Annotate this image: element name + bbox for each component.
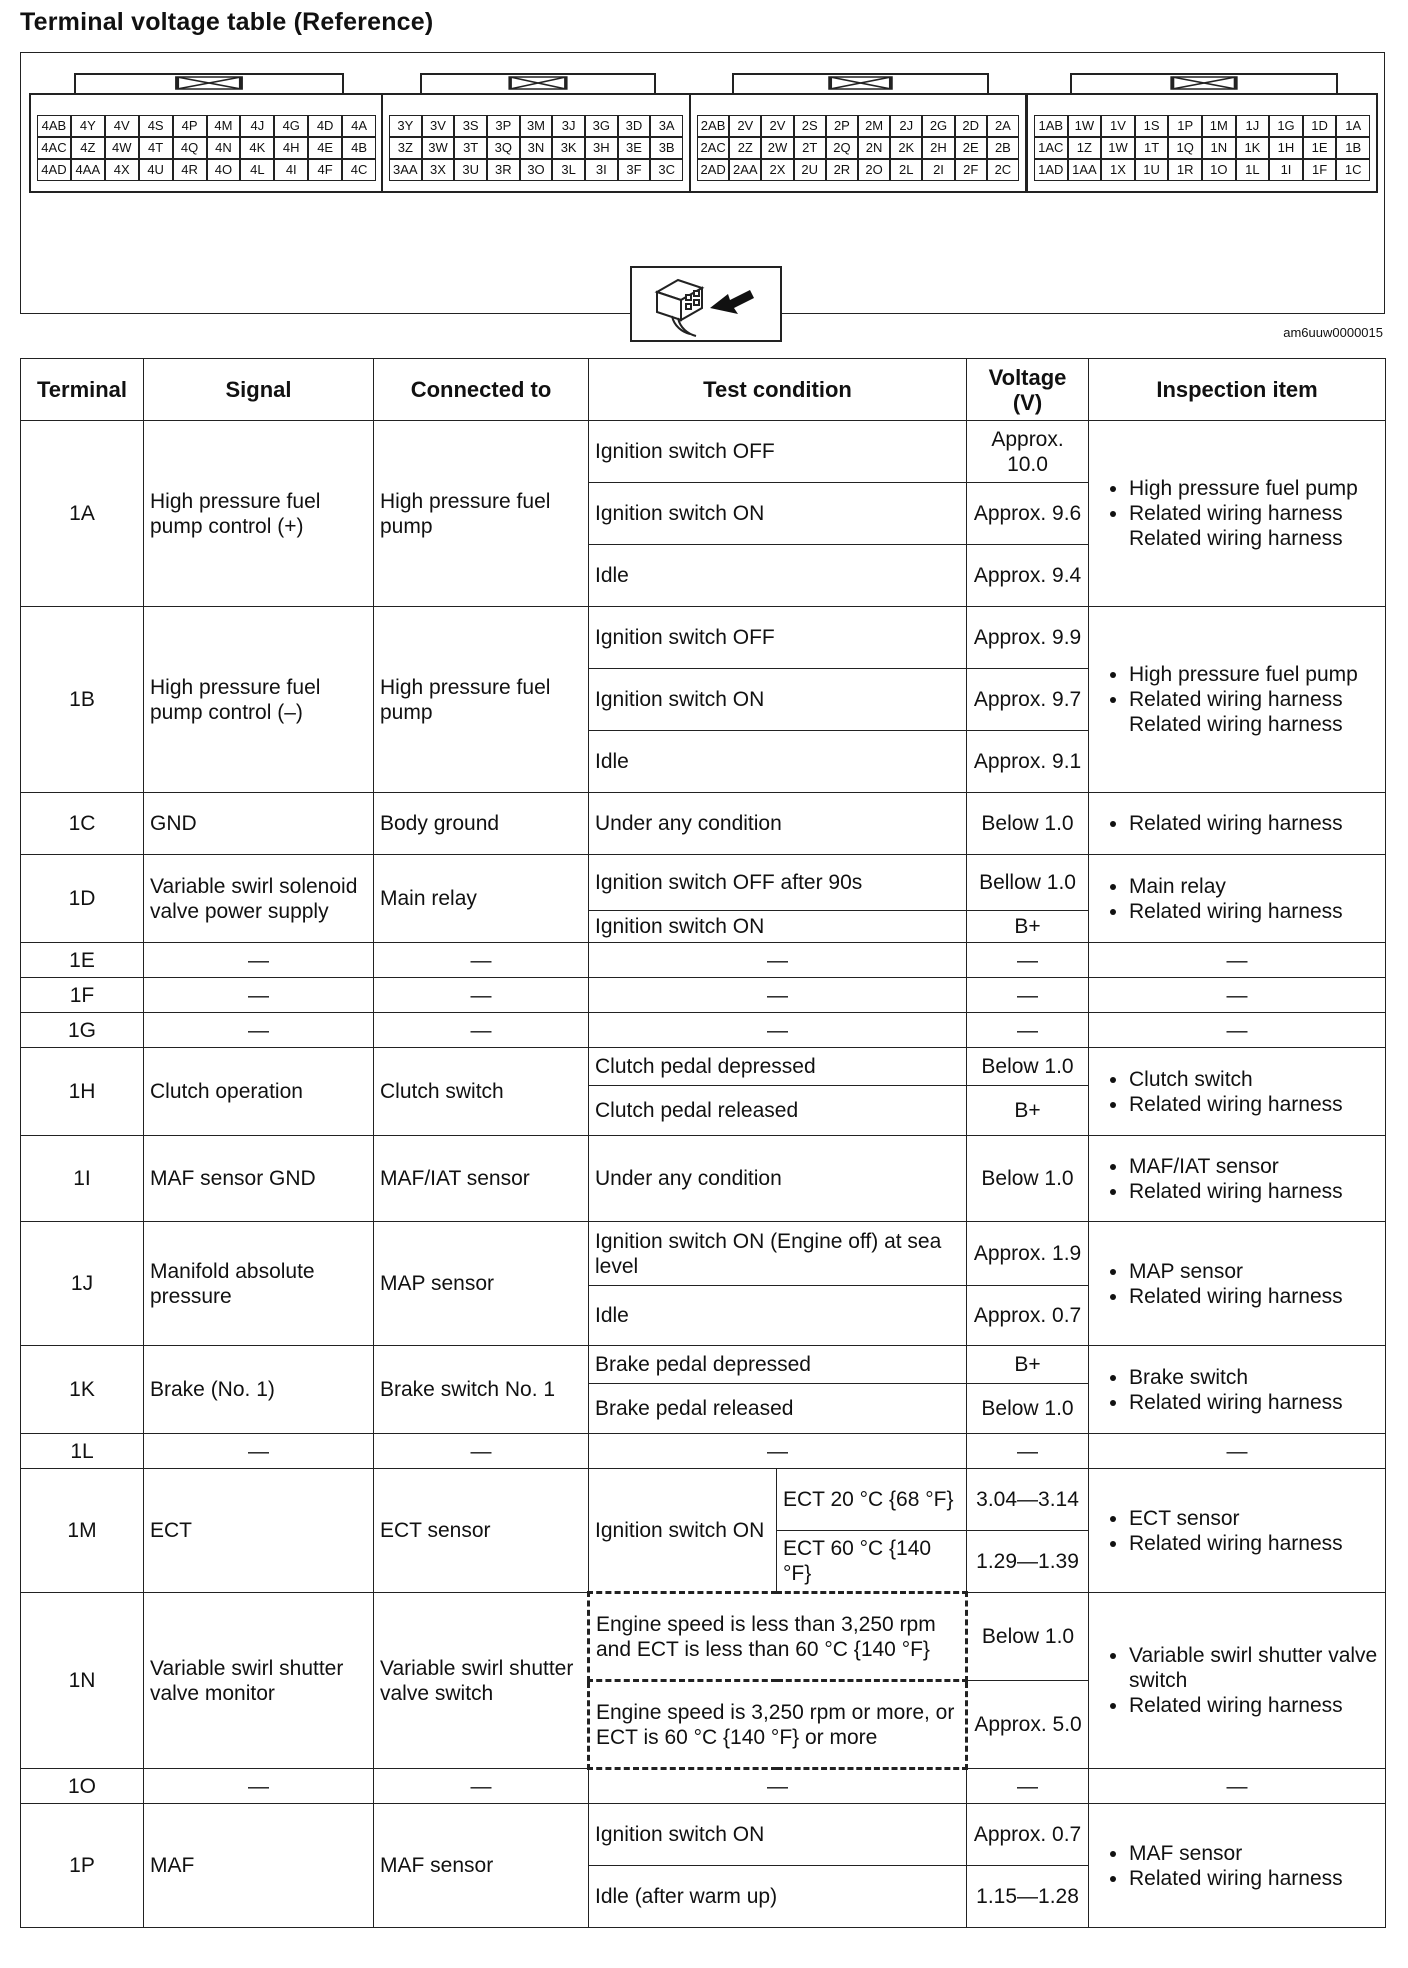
connector-pin: 4Q: [173, 137, 207, 159]
inspection-cell: —: [1089, 1769, 1386, 1804]
voltage-cell: —: [967, 943, 1089, 978]
connector-pin: 2G: [922, 115, 954, 137]
test-cell: Engine speed is less than 3,250 rpm and ECT is less than 60 °C {140 °F}: [589, 1593, 967, 1681]
inspection-item: • Related wiring harness: [1129, 899, 1379, 924]
test-cell: Ignition switch ON: [589, 483, 967, 545]
connector-pin: 3A: [650, 115, 683, 137]
test-cell: Idle: [589, 1286, 967, 1346]
inspection-item: • MAF/IAT sensor: [1129, 1154, 1379, 1179]
connector-pin: 3V: [422, 115, 455, 137]
connector-pin: 2T: [794, 137, 826, 159]
inspection-item: • Related wiring harness: [1129, 1284, 1379, 1309]
connector-pin: 1V: [1101, 115, 1135, 137]
voltage-cell: Below 1.0: [967, 1593, 1089, 1681]
voltage-cell: —: [967, 1434, 1089, 1469]
table-row: [21, 855, 1386, 911]
table-row: [21, 607, 1386, 669]
connected-cell: Body ground: [374, 793, 589, 855]
connector-pin: 3R: [487, 159, 520, 181]
inspection-item: • High pressure fuel pump: [1129, 476, 1379, 501]
connected-cell: Variable swirl shutter valve switch: [374, 1593, 589, 1769]
connector-pin: 1R: [1168, 159, 1202, 181]
connector-pin: 3F: [618, 159, 651, 181]
inspection-cell: [1089, 1593, 1386, 1769]
voltage-cell: B+: [967, 1346, 1089, 1384]
test-cell: Ignition switch OFF: [589, 421, 967, 483]
connector-pin: 4L: [240, 159, 274, 181]
header-terminal: Terminal: [21, 359, 144, 421]
connected-cell: —: [374, 1434, 589, 1469]
inspection-cell: [1089, 607, 1386, 793]
connector-pin: 1A: [1336, 115, 1370, 137]
connector-pin: 4J: [240, 115, 274, 137]
test-cell: Brake pedal depressed: [589, 1346, 967, 1384]
signal-cell: Brake (No. 1): [144, 1346, 374, 1434]
connector-3: [381, 93, 691, 193]
voltage-cell: B+: [967, 1086, 1089, 1136]
inspection-item: • Related wiring harness: [1129, 1531, 1379, 1556]
connector-pin: 2B: [987, 137, 1019, 159]
connected-cell: MAF sensor: [374, 1804, 589, 1928]
inspection-item: • ECT sensor: [1129, 1506, 1379, 1531]
signal-cell: High pressure fuel pump control (–): [144, 607, 374, 793]
connector-pin: 2I: [922, 159, 954, 181]
connector-pin: 1H: [1269, 137, 1303, 159]
inspection-item: • Variable swirl shutter valve switch: [1129, 1643, 1379, 1693]
signal-cell: GND: [144, 793, 374, 855]
test-cell: Engine speed is 3,250 rpm or more, or ECT is 60 °C {140 °F} or more: [589, 1681, 967, 1769]
test-cell: Idle: [589, 545, 967, 607]
connector-pin: 2V: [729, 115, 761, 137]
connector-pin: 4P: [173, 115, 207, 137]
terminal-voltage-table: [20, 358, 1386, 1928]
table-row: [21, 1804, 1386, 1866]
connector-pin: 3B: [650, 137, 683, 159]
connector-pin: 4H: [274, 137, 308, 159]
connected-cell: Main relay: [374, 855, 589, 943]
connector-pin: 2L: [890, 159, 922, 181]
terminal-cell: 1P: [21, 1804, 144, 1928]
connector-pin: 2W: [761, 137, 793, 159]
connector-pin: 4I: [274, 159, 308, 181]
connected-cell: —: [374, 1013, 589, 1048]
connector-pin: 2N: [858, 137, 890, 159]
signal-cell: High pressure fuel pump control (+): [144, 421, 374, 607]
connector-pin: 2M: [858, 115, 890, 137]
signal-cell: MAF: [144, 1804, 374, 1928]
voltage-cell: Below 1.0: [967, 1384, 1089, 1434]
connector-pin: 1I: [1269, 159, 1303, 181]
inspection-cell: —: [1089, 978, 1386, 1013]
connected-cell: —: [374, 978, 589, 1013]
test-cell: Ignition switch OFF after 90s: [589, 855, 967, 911]
connector-pin: 4D: [308, 115, 342, 137]
signal-cell: Variable swirl solenoid valve power supply: [144, 855, 374, 943]
connector-pin: 1AA: [1068, 159, 1102, 181]
table-row: [21, 943, 1386, 978]
connector-pin: 2AB: [697, 115, 729, 137]
connector-pin: 1K: [1236, 137, 1270, 159]
connector-pin: 4R: [173, 159, 207, 181]
inspection-item: • Related wiring harness: [1129, 1092, 1379, 1117]
table-row: [21, 1434, 1386, 1469]
table-row: [21, 1593, 1386, 1681]
connector-latch: [420, 73, 656, 93]
test-cell: Ignition switch ON: [589, 1804, 967, 1866]
connector-pin: 4T: [139, 137, 173, 159]
inspection-item: • MAP sensor: [1129, 1259, 1379, 1284]
connector-pin: 1AD: [1034, 159, 1068, 181]
test-cell: Ignition switch OFF: [589, 607, 967, 669]
connected-cell: —: [374, 943, 589, 978]
table-row: [21, 1222, 1386, 1286]
connected-cell: High pressure fuel pump: [374, 607, 589, 793]
inspection-cell: —: [1089, 943, 1386, 978]
signal-cell: —: [144, 1013, 374, 1048]
table-row: [21, 1013, 1386, 1048]
connector-pin: 3I: [585, 159, 618, 181]
inspection-item: • Main relay: [1129, 874, 1379, 899]
voltage-cell: Approx. 10.0: [967, 421, 1089, 483]
connector-pin: 3O: [520, 159, 553, 181]
signal-cell: —: [144, 943, 374, 978]
voltage-cell: 1.29—1.39: [967, 1531, 1089, 1593]
connector-pin: 1W: [1068, 115, 1102, 137]
connector-pin: 4U: [139, 159, 173, 181]
voltage-cell: —: [967, 1769, 1089, 1804]
test-cell: —: [589, 978, 967, 1013]
terminal-cell: 1A: [21, 421, 144, 607]
voltage-cell: Approx. 0.7: [967, 1804, 1089, 1866]
connector-pin: 1O: [1202, 159, 1236, 181]
inspection-cell: [1089, 1048, 1386, 1136]
signal-cell: ECT: [144, 1469, 374, 1593]
connector-pin: 1T: [1135, 137, 1169, 159]
table-header-row: [21, 359, 1386, 421]
connector-pin: 2U: [794, 159, 826, 181]
inspection-item: • Related wiring harness: [1129, 811, 1379, 836]
terminal-cell: 1M: [21, 1469, 144, 1593]
connector-pin: 3N: [520, 137, 553, 159]
inspection-item: • Clutch switch: [1129, 1067, 1379, 1092]
test-cell: ECT 20 °C {68 °F}: [777, 1469, 967, 1531]
connector-pin: 1AC: [1034, 137, 1068, 159]
connected-cell: MAP sensor: [374, 1222, 589, 1346]
connector-pin: 4X: [105, 159, 139, 181]
inspection-item: • Related wiring harness: [1129, 1390, 1379, 1415]
connector-latch: [1070, 73, 1338, 93]
signal-cell: —: [144, 1769, 374, 1804]
table-row: [21, 1769, 1386, 1804]
inspection-cell: [1089, 1469, 1386, 1593]
terminal-cell: 1H: [21, 1048, 144, 1136]
test-cell: ECT 60 °C {140 °F}: [777, 1531, 967, 1593]
connector-pin: 1U: [1135, 159, 1169, 181]
voltage-cell: Approx. 0.7: [967, 1286, 1089, 1346]
terminal-cell: 1N: [21, 1593, 144, 1769]
inspection-cell: [1089, 1804, 1386, 1928]
table-row: [21, 978, 1386, 1013]
connector-pin: 3U: [454, 159, 487, 181]
header-signal: Signal: [144, 359, 374, 421]
connector-pin: 1L: [1236, 159, 1270, 181]
connector-pin: 3C: [650, 159, 683, 181]
voltage-cell: Approx. 9.1: [967, 731, 1089, 793]
connector-pin: 3AA: [389, 159, 422, 181]
connector-pin: 4Y: [71, 115, 105, 137]
table-row: [21, 793, 1386, 855]
terminal-cell: 1G: [21, 1013, 144, 1048]
inspection-cell: [1089, 855, 1386, 943]
connector-pin: 1M: [1202, 115, 1236, 137]
signal-cell: —: [144, 1434, 374, 1469]
signal-cell: Variable swirl shutter valve monitor: [144, 1593, 374, 1769]
connector-pin: 1X: [1101, 159, 1135, 181]
voltage-cell: Bellow 1.0: [967, 855, 1089, 911]
connector-pin: 3D: [618, 115, 651, 137]
connector-pin: 1Q: [1168, 137, 1202, 159]
connector-pin: 2V: [761, 115, 793, 137]
connector-pin: 4AC: [37, 137, 71, 159]
inspection-item: • Related wiring harness Related wiring harness: [1129, 687, 1379, 737]
test-cell: Ignition switch ON: [589, 911, 967, 943]
connector-pin: 4C: [342, 159, 376, 181]
test-cell: —: [589, 1434, 967, 1469]
voltage-cell: Below 1.0: [967, 1048, 1089, 1086]
test-cell: Under any condition: [589, 1136, 967, 1222]
test-cell: Ignition switch ON (Engine off) at sea level: [589, 1222, 967, 1286]
connector-pin: 2Z: [729, 137, 761, 159]
test-cell: —: [589, 943, 967, 978]
connector-pin: 3K: [552, 137, 585, 159]
terminal-cell: 1E: [21, 943, 144, 978]
table-row: [21, 1346, 1386, 1384]
connector-pin: 4E: [308, 137, 342, 159]
connector-pin: 4S: [139, 115, 173, 137]
connector-pin: 3E: [618, 137, 651, 159]
connector-pin: 2AC: [697, 137, 729, 159]
inspection-item: • High pressure fuel pump: [1129, 662, 1379, 687]
connector-pin: 2X: [761, 159, 793, 181]
terminal-cell: 1C: [21, 793, 144, 855]
connected-cell: ECT sensor: [374, 1469, 589, 1593]
test-cell: Idle (after warm up): [589, 1866, 967, 1928]
connector-latch: [732, 73, 989, 93]
signal-cell: —: [144, 978, 374, 1013]
connector-pin: 2S: [794, 115, 826, 137]
inspection-cell: [1089, 1136, 1386, 1222]
connector-pin: 3Z: [389, 137, 422, 159]
test-cell: Brake pedal released: [589, 1384, 967, 1434]
terminal-cell: 1L: [21, 1434, 144, 1469]
connector-pin: 2P: [826, 115, 858, 137]
connector-pin: 1C: [1336, 159, 1370, 181]
connected-cell: High pressure fuel pump: [374, 421, 589, 607]
table-row: [21, 421, 1386, 483]
connector-pin: 3G: [585, 115, 618, 137]
inspection-cell: [1089, 1222, 1386, 1346]
connector-1: [1026, 93, 1378, 193]
connector-pin: 4F: [308, 159, 342, 181]
connector-pin: 4W: [105, 137, 139, 159]
inspection-item: • Related wiring harness Related wiring harness: [1129, 501, 1379, 551]
voltage-cell: 1.15—1.28: [967, 1866, 1089, 1928]
connected-cell: MAF/IAT sensor: [374, 1136, 589, 1222]
connector-pin: 1W: [1101, 137, 1135, 159]
connector-pin: 1D: [1303, 115, 1337, 137]
connector-pin: 2Q: [826, 137, 858, 159]
terminal-cell: 1I: [21, 1136, 144, 1222]
connector-pin: 3T: [454, 137, 487, 159]
table-row: [21, 1136, 1386, 1222]
connector-pin: 3Y: [389, 115, 422, 137]
header-voltage: Voltage (V): [967, 359, 1089, 421]
connected-cell: Brake switch No. 1: [374, 1346, 589, 1434]
voltage-cell: B+: [967, 911, 1089, 943]
connector-pin: 4N: [207, 137, 241, 159]
connector-diagram: [20, 52, 1385, 314]
test-cell: —: [589, 1769, 967, 1804]
voltage-cell: Approx. 9.6: [967, 483, 1089, 545]
connector-pin: 2H: [922, 137, 954, 159]
connector-pin: 2F: [955, 159, 987, 181]
connector-pin: 1Z: [1068, 137, 1102, 159]
connector-pin: 1G: [1269, 115, 1303, 137]
inspection-item: • Related wiring harness: [1129, 1179, 1379, 1204]
connector-pin: 2AD: [697, 159, 729, 181]
connector-pin: 3M: [520, 115, 553, 137]
test-cell: Clutch pedal released: [589, 1086, 967, 1136]
table-row: [21, 1469, 1386, 1531]
terminal-cell: 1B: [21, 607, 144, 793]
harness-connector-view-icon: [630, 266, 782, 342]
connector-pin: 2O: [858, 159, 890, 181]
voltage-cell: Approx. 9.4: [967, 545, 1089, 607]
terminal-cell: 1O: [21, 1769, 144, 1804]
connector-pin: 4V: [105, 115, 139, 137]
signal-cell: Manifold absolute pressure: [144, 1222, 374, 1346]
connected-cell: —: [374, 1769, 589, 1804]
connector-pin: 3X: [422, 159, 455, 181]
test-cell-group: Ignition switch ON: [589, 1469, 777, 1593]
inspection-cell: —: [1089, 1013, 1386, 1048]
voltage-cell: —: [967, 978, 1089, 1013]
connector-pin: 3J: [552, 115, 585, 137]
header-inspection-item: Inspection item: [1089, 359, 1386, 421]
connector-pin: 4K: [240, 137, 274, 159]
inspection-item: • Brake switch: [1129, 1365, 1379, 1390]
terminal-cell: 1J: [21, 1222, 144, 1346]
inspection-item: • Related wiring harness: [1129, 1693, 1379, 1718]
test-cell: Idle: [589, 731, 967, 793]
connector-pin: 2E: [955, 137, 987, 159]
connector-pin: 1E: [1303, 137, 1337, 159]
connector-pin: 2AA: [729, 159, 761, 181]
header-connected-to: Connected to: [374, 359, 589, 421]
voltage-cell: —: [967, 1013, 1089, 1048]
voltage-cell: Approx. 5.0: [967, 1681, 1089, 1769]
voltage-cell: Approx. 1.9: [967, 1222, 1089, 1286]
terminal-cell: 1K: [21, 1346, 144, 1434]
connector-pin: 3L: [552, 159, 585, 181]
connector-pin: 1N: [1202, 137, 1236, 159]
test-cell: Clutch pedal depressed: [589, 1048, 967, 1086]
connector-pin: 1S: [1135, 115, 1169, 137]
connector-pin: 1J: [1236, 115, 1270, 137]
inspection-item: • Related wiring harness: [1129, 1866, 1379, 1891]
connector-pin: 4Z: [71, 137, 105, 159]
connector-pin: 2J: [890, 115, 922, 137]
inspection-cell: [1089, 421, 1386, 607]
connector-latch: [74, 73, 344, 93]
connector-2: [689, 93, 1027, 193]
voltage-cell: Below 1.0: [967, 793, 1089, 855]
connector-pin: 1AB: [1034, 115, 1068, 137]
connector-pin: 2R: [826, 159, 858, 181]
connector-pin: 4M: [207, 115, 241, 137]
connector-pin: 2C: [987, 159, 1019, 181]
connector-pin: 4AD: [37, 159, 71, 181]
terminal-cell: 1F: [21, 978, 144, 1013]
signal-cell: Clutch operation: [144, 1048, 374, 1136]
figure-code: am6uuw0000015: [1283, 325, 1383, 340]
voltage-cell: Below 1.0: [967, 1136, 1089, 1222]
test-cell: —: [589, 1013, 967, 1048]
connector-pin: 4AA: [71, 159, 105, 181]
page-title: Terminal voltage table (Reference): [20, 8, 434, 36]
connector-pin: 3P: [487, 115, 520, 137]
connector-pin: 3H: [585, 137, 618, 159]
table-row: [21, 1048, 1386, 1086]
inspection-cell: [1089, 793, 1386, 855]
connector-4: [29, 93, 384, 193]
connector-pin: 2K: [890, 137, 922, 159]
connector-pin: 4AB: [37, 115, 71, 137]
header-test-condition: Test condition: [589, 359, 967, 421]
connector-pin: 4O: [207, 159, 241, 181]
connector-pin: 1P: [1168, 115, 1202, 137]
connector-pin: 3W: [422, 137, 455, 159]
terminal-cell: 1D: [21, 855, 144, 943]
connector-pin: 4A: [342, 115, 376, 137]
connector-pin: 1B: [1336, 137, 1370, 159]
connector-pin: 3Q: [487, 137, 520, 159]
connector-pin: 2D: [955, 115, 987, 137]
connector-pin: 4G: [274, 115, 308, 137]
voltage-cell: Approx. 9.7: [967, 669, 1089, 731]
connector-pin: 2A: [987, 115, 1019, 137]
inspection-item: • MAF sensor: [1129, 1841, 1379, 1866]
connector-pin: 4B: [342, 137, 376, 159]
connector-pin: 3S: [454, 115, 487, 137]
voltage-cell: 3.04—3.14: [967, 1469, 1089, 1531]
connector-pin: 1F: [1303, 159, 1337, 181]
voltage-cell: Approx. 9.9: [967, 607, 1089, 669]
test-cell: Ignition switch ON: [589, 669, 967, 731]
inspection-cell: —: [1089, 1434, 1386, 1469]
inspection-cell: [1089, 1346, 1386, 1434]
connected-cell: Clutch switch: [374, 1048, 589, 1136]
signal-cell: MAF sensor GND: [144, 1136, 374, 1222]
test-cell: Under any condition: [589, 793, 967, 855]
